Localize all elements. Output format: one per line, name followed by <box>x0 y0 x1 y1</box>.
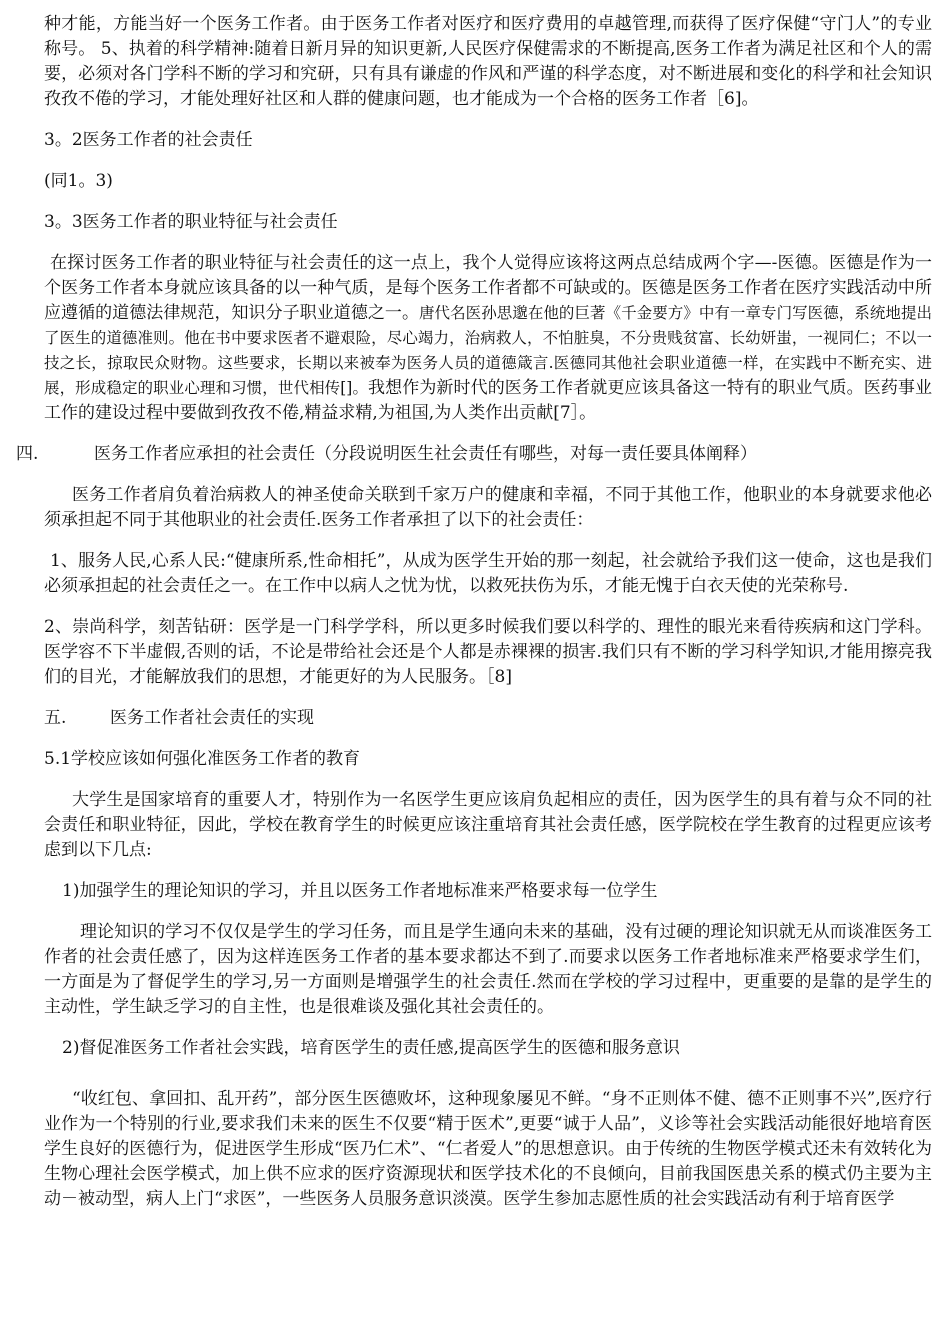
paragraph-doctor-qualities: 种才能，方能当好一个医务工作者。由于医务工作者对医疗和医疗费用的卓越管理,而获得了医疗保健“守门人”的专业称号。 5、执着的科学精神:随着日新月异的知识更新,人民医疗保健需求的不断提高,医务工作者为满足社区和个人的需要，必须对各门学科不断的学习和究研，只有具有谦虚的作风和严谨的科学态度，对不断进展和变化的科学和社会知识孜孜不倦的学习，才能处理好社区和人群的健康问题，也才能成为一个合格的医务工作者［6]。 <box>44 14 932 109</box>
paragraph-medical-ethics <box>44 251 932 426</box>
section-5-title: 医务工作者社会责任的实现 <box>110 708 314 728</box>
section-4-number: 四. <box>16 444 39 464</box>
section-5-number: 五. <box>44 708 67 728</box>
section-5-1-heading: 5.1学校应该如何强化准医务工作者的教育 <box>44 749 361 769</box>
medical-ethics-intro: 在探讨医务工作者的职业特征与社会责任的这一点上，我个人觉得应该将这两点总结成两个字—-医德。医德是作为一个医务工作者本身就应该具备的以一种气质，是每个医务工作者都不可缺或的。医德是医务工作者在医疗实践活动中所应遵循的道德法律规范，知识分子职业道德之一。 <box>44 253 932 323</box>
paragraph-science: 2、崇尚科学，刻苦钻研：医学是一门科学学科，所以更多时候我们要以科学的、理性的眼光来看待疾病和这门学科。医学容不下半虚假,否则的话，不论是带给社会还是个人都是赤裸裸的损害.我们只有不断的学习科学知识,才能用擦亮我们的目光，才能解放我们的思想，才能更好的为人民服务。［8] <box>44 617 932 687</box>
paragraph-social-practice: “收红包、拿回扣、乱开药”，部分医生医德败坏，这种现象屡见不鲜。“身不正则体不健、德不正则事不兴”,医疗行业作为一个特别的行业,要求我们未来的医生不仅要“精于医术”,更要“诚于人品”，义诊等社会实践活动能很好地培育医学生良好的医德行为，促进医学生形成“医乃仁术”、“仁者爱人”的思想意识。由于传统的生物医学模式还未有效转化为生物心理社会医学模式，加上供不应求的医疗资源现状和医学技术化的不良倾向，目前我国医患关系的模式仍主要为主动－被动型，病人上门“求医”，一些医务人员服务意识淡漠。医学生参加志愿性质的社会实践活动有利于培育医学 <box>44 1089 932 1209</box>
section-4-heading <box>16 442 932 467</box>
section-5-heading <box>44 706 932 731</box>
section-4-title: 医务工作者应承担的社会责任（分段说明医生社会责任有哪些，对每一责任要具体阐释） <box>94 444 757 464</box>
same-as-note: (同1。3) <box>44 171 113 191</box>
paragraph-theory-study: 理论知识的学习不仅仅是学生的学习任务，而且是学生通向未来的基础，没有过硬的理论知识就无从而谈准医务工作者的社会责任感了，因为这样连医务工作者的基本要求都达不到了.而要求以医务工作者地标准来严格要求学生们，一方面是为了督促学生的学习,另一方面则是增强学生的社会责任.然而在学校的学习过程中，更重要的是靠的是学生的主动性，学生缺乏学习的自主性，也是很难谈及强化其社会责任的。 <box>44 922 932 1017</box>
paragraph-student-education: 大学生是国家培育的重要人才，特别作为一名医学生更应该肩负起相应的责任，因为医学生的具有着与众不同的社会责任和职业特征，因此，学校在教育学生的时候更应该注重培育其社会责任感，医学院校在学生教育的过程更应该考虑到以下几点: <box>44 790 932 860</box>
paragraph-serve-people: 1、服务人民,心系人民:“健康所系,性命相托”，从成为医学生开始的那一刻起，社会就给予我们这一使命，这也是我们必须承担起的社会责任之一。在工作中以病人之忧为忧，以救死扶伤为乐，才能无愧于白衣天使的光荣称号. <box>44 551 932 596</box>
subheading-theory-study: 1)加强学生的理论知识的学习，并且以医务工作者地标准来严格要求每一位学生 <box>62 881 658 901</box>
section-3-3-heading: 3。3医务工作者的职业特征与社会责任 <box>44 212 338 232</box>
sun-simiao-quote: 唐代名医孙思邈在他的巨著《千金要方》中有一章专门写医德，系统地提出了医生的道德准则。他在书中要求医者不避艰险，尽心竭力，治病救人，不怕脏臭，不分贵贱贫富、长幼妍蚩，一视同仁；不以一技之长，掠取民众财物。这些要求，长期以来被奉为医务人员的道德箴言.医德同其他社会职业道德一样，在实践中不断充实、进展，形成稳定的职业心理和习惯，世代相传[]。 <box>44 304 932 397</box>
medical-ethics-conclusion: 我想作为新时代的医务工作者就更应该具备这一特有的职业气质。医药事业工作的建设过程中要做到孜孜不倦,精益求精,为祖国,为人类作出贡献[7］。 <box>44 378 932 423</box>
paragraph-social-responsibility-intro: 医务工作者肩负着治病救人的神圣使命关联到千家万户的健康和幸福，不同于其他工作，他职业的本身就要求他必须承担起不同于其他职业的社会责任.医务工作者承担了以下的社会责任： <box>44 485 932 530</box>
section-3-2-heading: 3。2医务工作者的社会责任 <box>44 130 253 150</box>
subheading-social-practice: 2)督促准医务工作者社会实践，培育医学生的责任感,提高医学生的医德和服务意识 <box>62 1038 680 1058</box>
